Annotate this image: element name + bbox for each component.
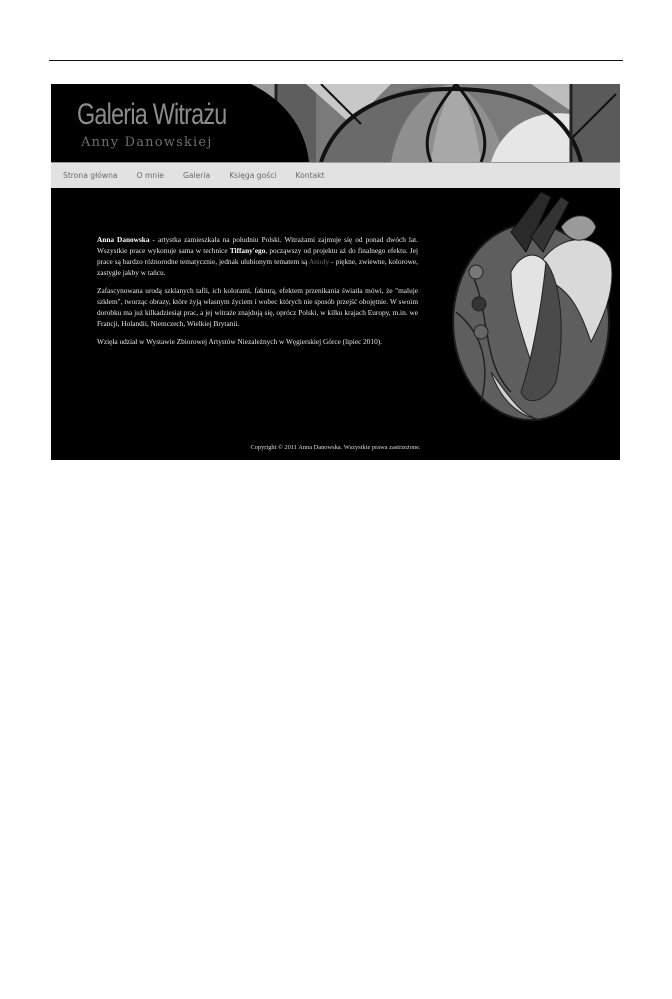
site-nav [51,162,620,188]
website-screenshot [51,84,620,460]
nav-home[interactable]: Strona główna [63,171,118,180]
about-paragraph-3: Wzięła udział w Wystawie Zbiorowej Artystów Niezależnych w Węgierskiej Górce (lipiec 2010). [97,337,382,346]
artist-name: Anna Danowska [97,235,150,244]
nav-guestbook[interactable]: Księga gości [229,171,277,180]
nav-about[interactable]: O mnie [136,171,164,180]
about-paragraph-1 [97,234,418,278]
about-paragraph-2: Zafascynowana urodą szklanych tafli, ich kolorami, fakturą, efektem przenikania światła mówi, że "maluje szkłem", tworząc obrazy, które żyją własnym życiem i wobec których nie sposób przejść obojętnie. W swoim dorobku ma już kilkadziesiąt prac, a jej witraże znajdują się, oprócz Polski, w kilku krajach Europy, m.in. we Francji, Holandii, Niemczech, Wielkiej Brytanii. [97,286,418,328]
site-subtitle: Anny Danowskiej [81,135,213,150]
nav-contact[interactable]: Kontakt [295,171,325,180]
paragraph-text: , począwszy od projektu aż do finalnego efektu. Jej prace są bardzo różnorodne tematycznie, jednak ulubionym tematem są [97,246,418,266]
site-title: Galeria Witrażu [77,98,227,131]
tiffany-term: Tiffany'ego [229,246,266,255]
nav-gallery[interactable]: Galeria [182,171,211,180]
stained-glass-palette-image [451,192,619,422]
about-text [97,234,418,354]
angels-link[interactable]: Anioły [308,257,330,266]
site-footer-copyright: Copyright © 2011 Anna Danowska. Wszystkie prawa zastrzeżone. [250,444,421,451]
paragraph-text: - artystka zamieszkała na południu Polski. Witrażami zajmuje się od ponad dwóch lat. Wszystkie prace wykonuje sama w technice [97,235,418,255]
paragraph-text: - piękne, zwiewne, kolorowe, zastygłe jakby w tańcu. [97,257,418,277]
page-header-rule [49,60,623,61]
site-header [51,84,620,162]
